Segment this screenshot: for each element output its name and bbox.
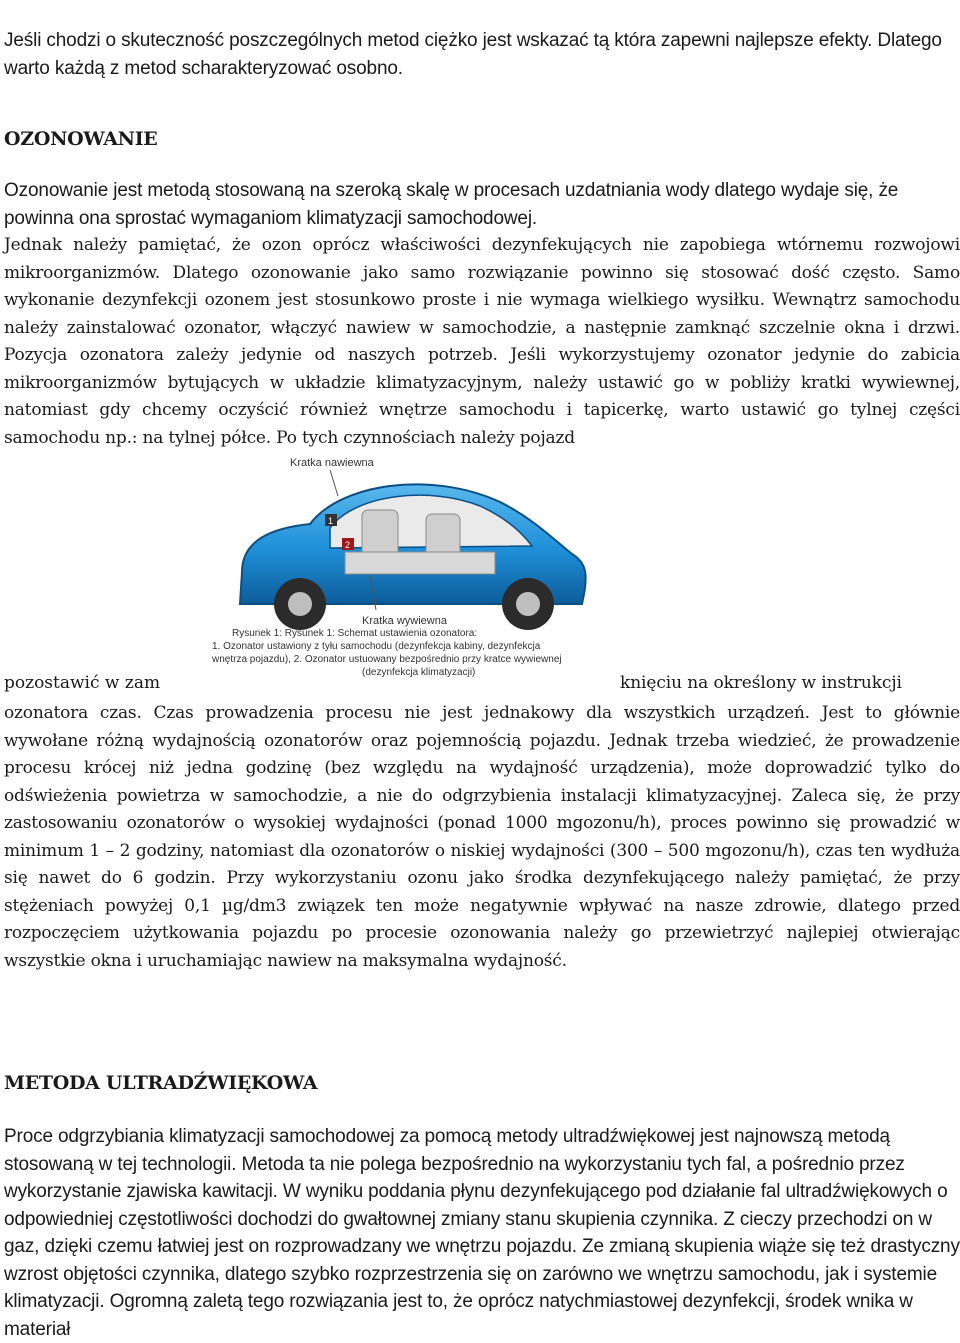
ultradzwiekowa-text: Proce odgrzybiania klimatyzacji samochodowej za pomocą metody ultradźwiękowej jest najnowszą metodą stosowaną w tej technologii. Metoda ta nie polega bezpośrednio na wykorzystaniu tych fal, a pośrednio przez wykorzystanie zjawiska kawitacji. W wyniku poddania płynu dezynfekującego pod działanie fal ultradźwiękowych o odpowiedniej częstotliwości dochodzi do gwałtownej zmiany stanu skupienia czynnika. Z cieczy przechodzi on w gaz, dzięki czemu łatwiej jest on rozprowadzany we wnętrzu pojazdu. Ze zmianą skupienia wiąże się też drastyczny wzrost objętości czynnika, dlatego szybko rozprzestrzenia się on zarówno we wnętrzu samochodu, jak i systemie klimatyzacji. Ogromną zaletą tego rozwiązania jest to, że oprócz natychmiastowej dezynfekcji, środek wnika w materiał	[4, 1126, 960, 1340]
marker-2: 2	[345, 540, 351, 550]
figure-caption-line-3: wnętrza pojazdu), 2. Ozonator ustuowany bezpośrednio przy kratce wywiewnej	[212, 654, 562, 665]
ozonowanie-text-serif: Jednak należy pamiętać, że ozon oprócz właściwości dezynfekujących nie zapobiega wtórnemu rozwojowi mikroorganizmów. Dlatego ozonowanie jako samo rozwiązanie powinno się stosować dość często. Samo wykonanie dezynfekcji ozonem jest stosunkowo proste i nie wymaga wielkiego wysiłku. Wewnątrz samochodu należy zainstalować ozonator, włączyć nawiew w samochodzie, a następnie zamknąć szczelnie okna i drzwi. Pozycja ozonatora zależy jedynie od naszych potrzeb. Jeśli wykorzystujemy ozonator jedynie do zabicia mikroorganizmów bytujących w układzie klimatyzacyjnym, należy ustawić go w pobliży kratki wywiewnej, natomiast gdy chcemy oczyścić również wnętrze samochodu i tapicerkę, warto ustawić go tylnej części samochodu np.: na tylnej półce. Po tych czynnościach należy pojazd	[4, 235, 960, 448]
car-diagram	[180, 444, 620, 696]
section-heading-ultradzwiekowa: METODA ULTRADŹWIĘKOWA	[4, 1072, 318, 1094]
label-kratka-wywiewna: Kratka wywiewna	[362, 615, 447, 627]
section-heading-ozonowanie: OZONOWANIE	[4, 128, 158, 150]
rear-rim	[288, 592, 312, 616]
ultradzwiekowa-paragraph	[4, 1123, 960, 1343]
ozonowanie-text-sans: Ozonowanie jest metodą stosowaną na szeroką skalę w procesach uzdatniania wody dlatego wydaje się, że powinna ona sprostać wymaganiom klimatyzacji samochodowej.	[4, 180, 899, 229]
front-rim	[516, 592, 540, 616]
ozonowanie-paragraph-continued	[4, 700, 960, 975]
intro-paragraph: Jeśli chodzi o skuteczność poszczególnych metod ciężko jest wskazać tą która zapewni najlepsze efekty. Dlatego warto każdą z metod scharakteryzować osobno.	[4, 30, 942, 79]
ozonowanie-text-continued: ozonatora czas. Czas prowadzenia procesu nie jest jednakowy dla wszystkich urządzeń. Jest to głównie wywołane różną wydajnością ozonatorów oraz pojemnością pojazdu. Jednak trzeba wiedzieć, że prowadzenie procesu krócej niż jedna godzinę (bez względu na wydajność urządzenia), może doprowadzić tylko do odświeżenia powietrza w samochodzie, a nie do odgrzybienia instalacji klimatyzacyjnej. Zaleca się, że przy zastosowaniu ozonatorów o wysokiej wydajności (ponad 1000 mgozonu/h), proces powinno się prowadzić w minimum 1 – 2 godziny, natomiast dla ozonatorów o niskiej wydajności (300 – 500 mgozonu/h), czas ten wydłuża się nawet do 6 godzin. Przy wykorzystaniu ozonu jako środka dezynfekującego należy pamiętać, że przy stężeniach powyżej 0,1 µg/dm3 związek ten może negatywnie wpływać na nasze zdrowie, dlatego przed rozpoczęciem użytkowania pojazdu po procesie ozonowania należy go przewietrzyć najlepiej otwierając wszystkie okna i uruchamiając nawiew na maksymalna wydajność.	[4, 703, 960, 971]
figure-caption-line-4: (dezynfekcja klimatyzacji)	[362, 667, 476, 678]
paragraph-split-right: knięciu na określony w instrukcji	[620, 673, 902, 693]
label-kratka-nawiewna: Kratka nawiewna	[290, 457, 374, 469]
ozonowanie-paragraph-sans	[4, 177, 960, 232]
pointer-top-line	[330, 470, 338, 496]
marker-1: 1	[328, 516, 334, 526]
car-floor	[345, 552, 495, 574]
figure-caption-line-1: Rysunek 1: Rysunek 1: Schemat ustawienia ozonatora:	[232, 628, 478, 639]
paragraph-split-left: pozostawić w zam	[4, 673, 161, 693]
car-ozonator-figure	[180, 444, 620, 696]
figure-caption-line-2: 1. Ozonator ustawiony z tyłu samochodu (dezynfekcja kabiny, dezynfekcja	[212, 641, 541, 652]
ozonowanie-paragraph-serif	[4, 232, 960, 452]
